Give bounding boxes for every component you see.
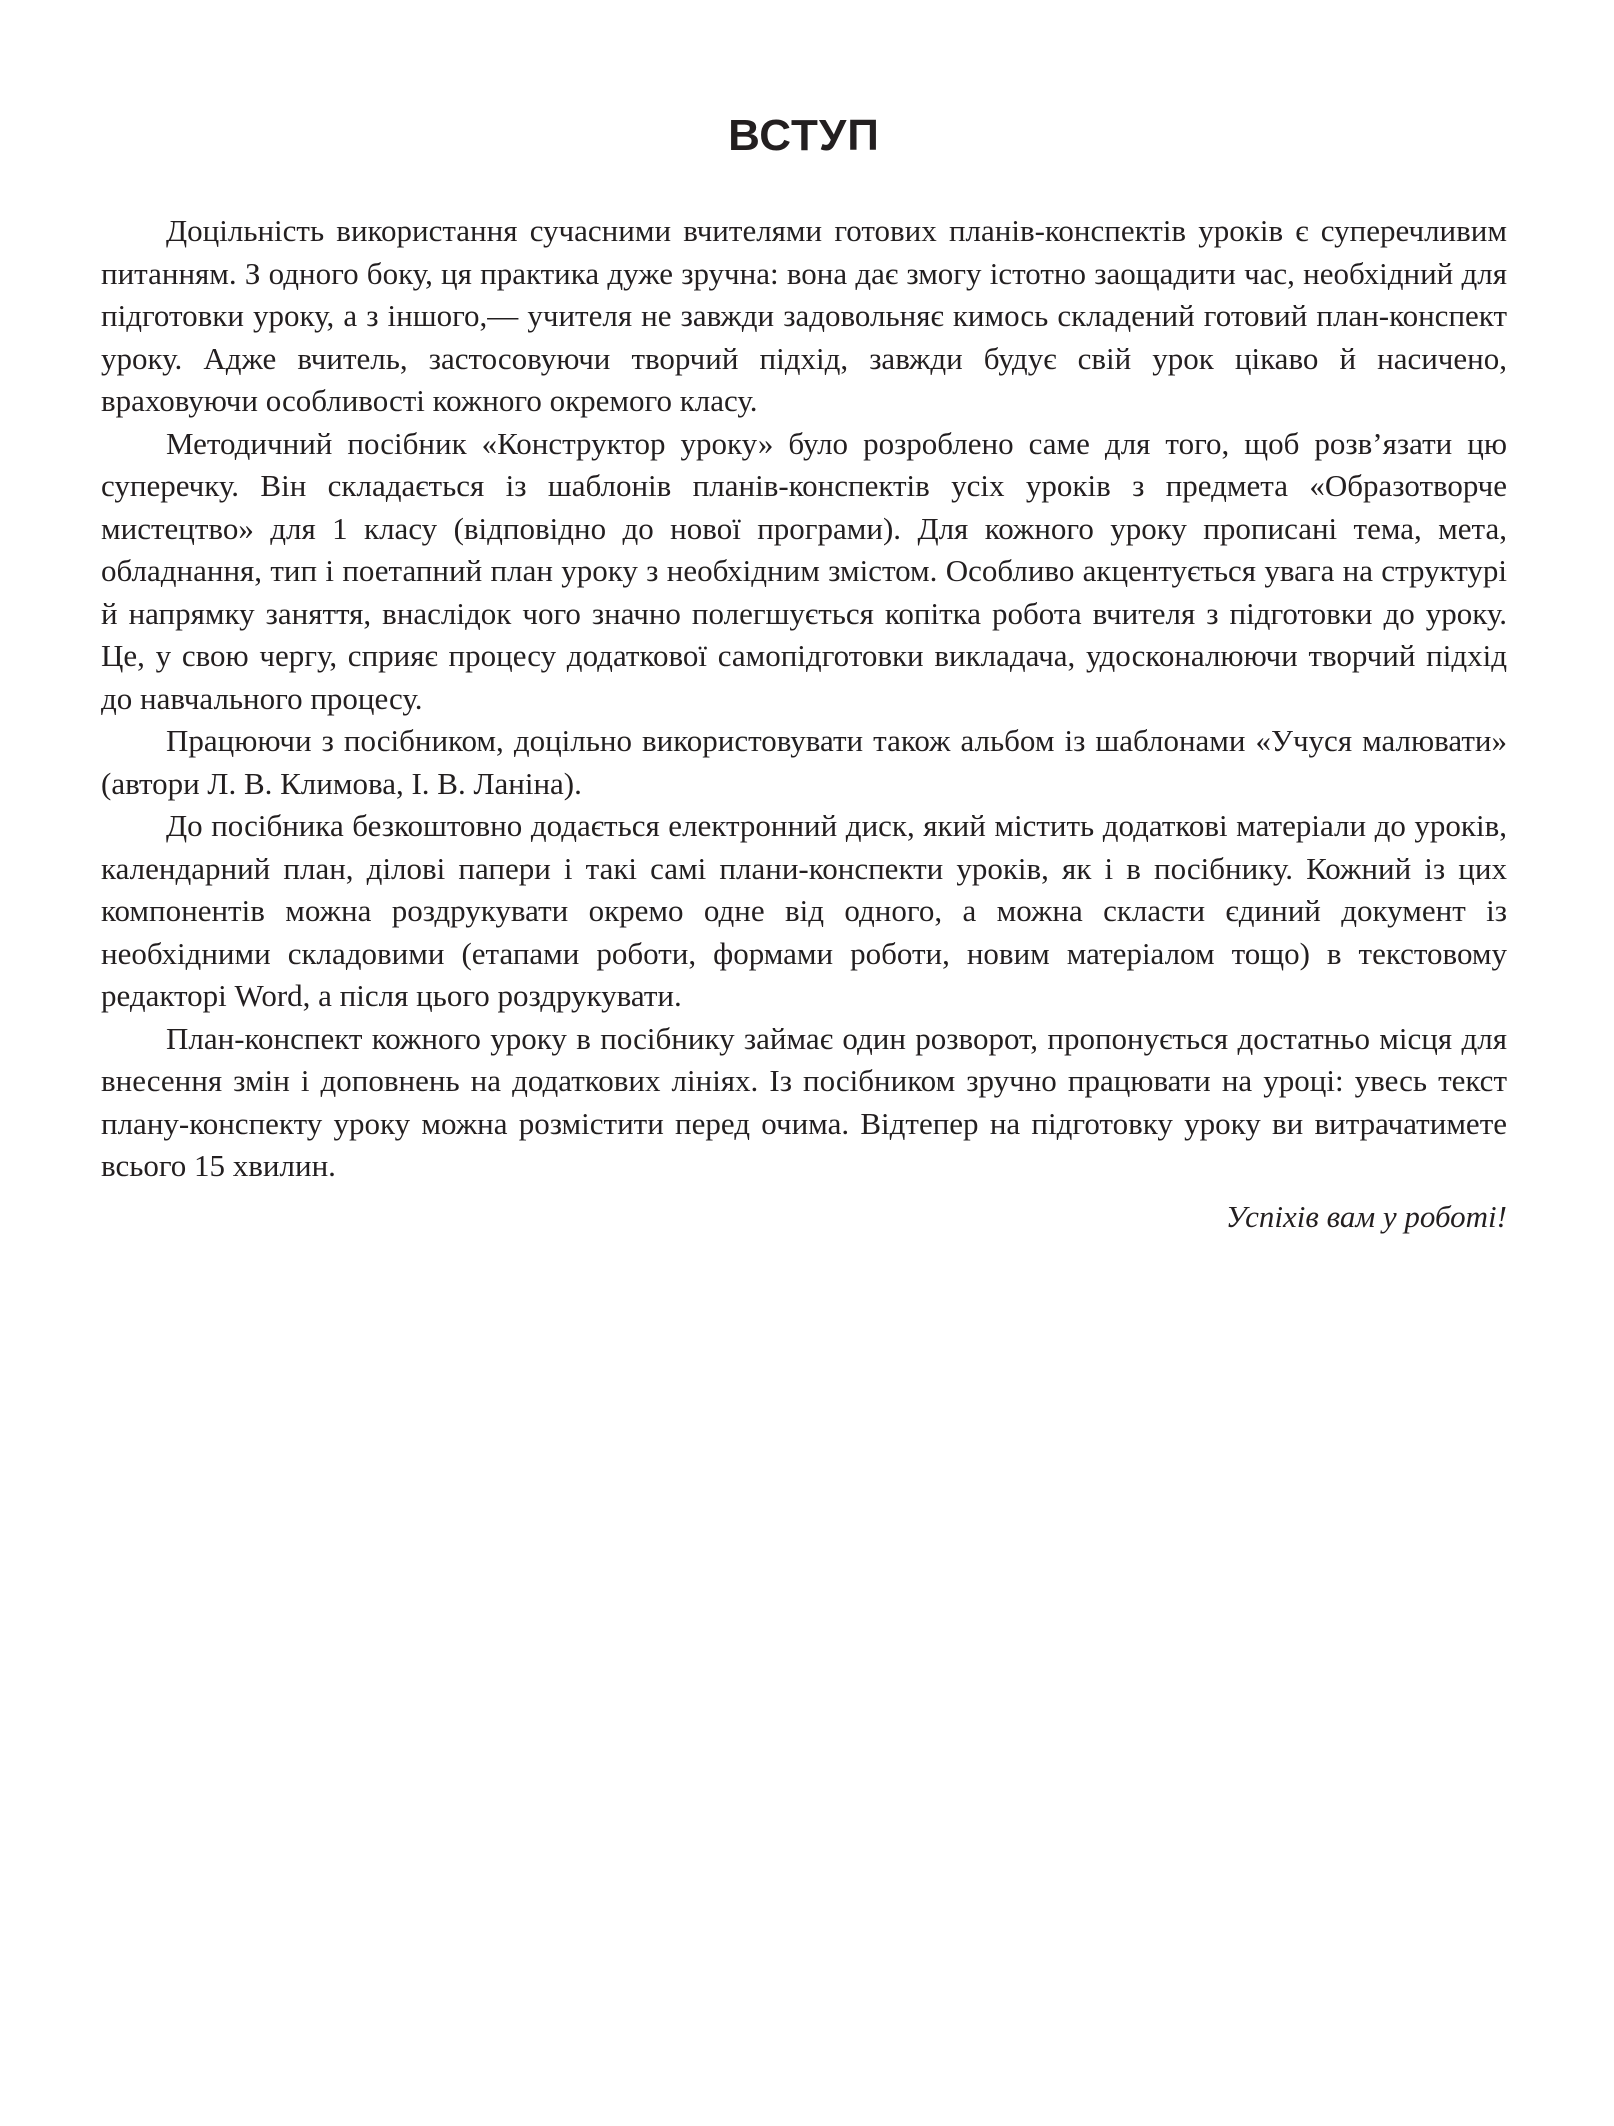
paragraph-1: Доцільність використання сучасними вчителями готових планів-конспектів уроків є суперечливим питанням. З одного боку, ця практика дуже зручна: вона дає змогу істотно заощадити час, необхідний для підготовки уроку, а з іншого,— учителя не завжди задовольняє кимось складений готовий план-конспект уроку. Адже вчитель, застосовуючи творчий підхід, завжди будує свій урок цікаво й насичено, враховуючи особливості кожного окремого класу. <box>101 213 1507 418</box>
paragraph-5: План-конспект кожного уроку в посібнику займає один розворот, пропонується достатньо місця для внесення змін і доповнень на додаткових лініях. Із посібником зручно працювати на уроці: увесь текст плану-конспекту уроку можна розмістити перед очима. Відтепер на підготовку уроку ви витрачатимете всього 15 хвилин. <box>101 1020 1507 1183</box>
paragraph-2: Методичний посібник «Конструктор уроку» було розроблено саме для того, щоб розв’язати цю суперечку. Він складається із шаблонів планів-конспектів усіх уроків з предмета «Образотворче мистецтво» для 1 класу (відповідно до нової програми). Для кожного уроку прописані тема, мета, обладнання, тип і поетапний план уроку з необхідним змістом. Особливо акцентується увага на структурі й напрямку заняття, внаслідок чого значно полегшується копітка робота вчителя з підготовки до уроку. Це, у свою чергу, сприяє процесу додаткової самопідготовки викладача, удосконалюючи творчий підхід до навчального процесу. <box>101 425 1507 716</box>
page-title: ВСТУП <box>728 111 880 160</box>
closing-wish: Успіхів вам у роботі! <box>1225 1198 1507 1234</box>
document-page <box>101 110 1507 1238</box>
paragraph-3: Працюючи з посібником, доцільно використовувати також альбом із шаблонами «Учуся малювати» (автори Л. В. Климова, І. В. Ланіна). <box>101 723 1507 801</box>
paragraph-4: До посібника безкоштовно додається електронний диск, який містить додаткові матеріали до уроків, календарний план, ділові папери і такі самі плани-конспекти уроків, як і в посібнику. Кожний із цих компонентів можна роздрукувати окремо одне від одного, а можна скласти єдиний документ із необхідними складовими (етапами роботи, формами роботи, новим матеріалом тощо) в текстовому редакторі Word, а після цього роздрукувати. <box>101 808 1507 1013</box>
